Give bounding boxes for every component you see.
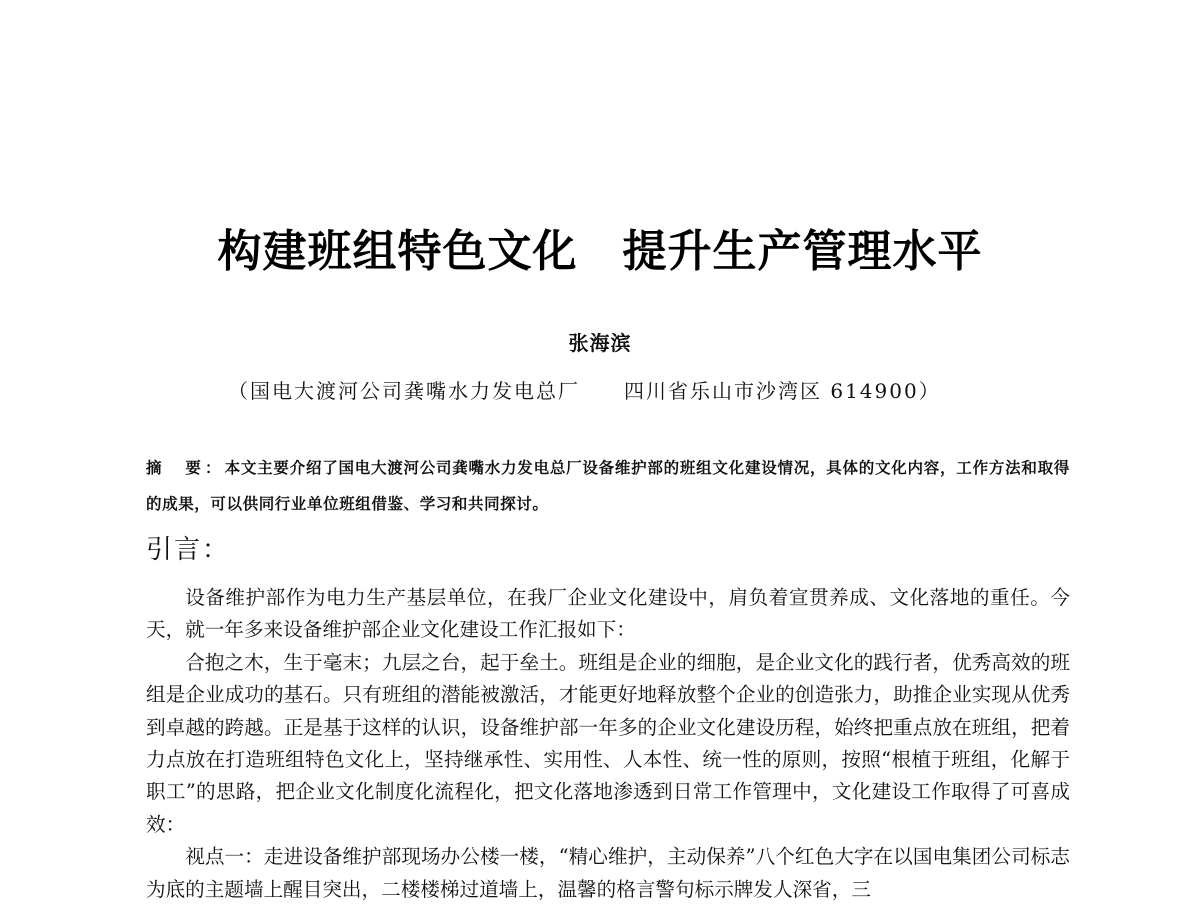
body-paragraph: 视点一：走进设备维护部现场办公楼一楼，“精心维护，主动保养”八个红色大字在以国电集团公司标志为底的主题墙上醒目突出，二楼楼梯过道墙上，温馨的格言警句标示牌发人深省，三 [146, 845, 1070, 901]
article-body [146, 582, 1070, 906]
abstract [146, 450, 1070, 522]
author-affiliation: （国电大渡河公司龚嘴水力发电总厂 四川省乐山市沙湾区 614900） [228, 379, 941, 403]
body-paragraph: 合抱之木，生于毫末；九层之台，起于垒土。班组是企业的细胞，是企业文化的践行者，优秀高效的班组是企业成功的基石。只有班组的潜能被激活，才能更好地释放整个企业的创造张力，助推企业实现从优秀到卓越的跨越。正是基于这样的认识，设备维护部一年多的企业文化建设历程，始终把重点放在班组，把着力点放在打造班组特色文化上，坚持继承性、实用性、人本性、统一性的原则，按照“根植于班组，化解于职工”的思路，把企业文化制度化流程化，把文化落地渗透到日常工作管理中，文化建设工作取得了可喜成效： [146, 650, 1070, 836]
article-title: 构建班组特色文化 提升生产管理水平 [217, 226, 983, 277]
body-paragraph: 设备维护部作为电力生产基层单位，在我厂企业文化建设中，肩负着宣贯养成、文化落地的重任。今天，就一年多来设备维护部企业文化建设工作汇报如下： [146, 586, 1070, 642]
section-heading: 引言： [146, 535, 231, 565]
abstract-text: 本文主要介绍了国电大渡河公司龚嘴水力发电总厂设备维护部的班组文化建设情况，具体的文化内容，工作方法和取得的成果，可以供同行业单位班组借鉴、学习和共同探讨。 [146, 458, 1070, 513]
abstract-label: 摘 要： [146, 458, 225, 477]
article-author: 张海滨 [568, 331, 632, 355]
